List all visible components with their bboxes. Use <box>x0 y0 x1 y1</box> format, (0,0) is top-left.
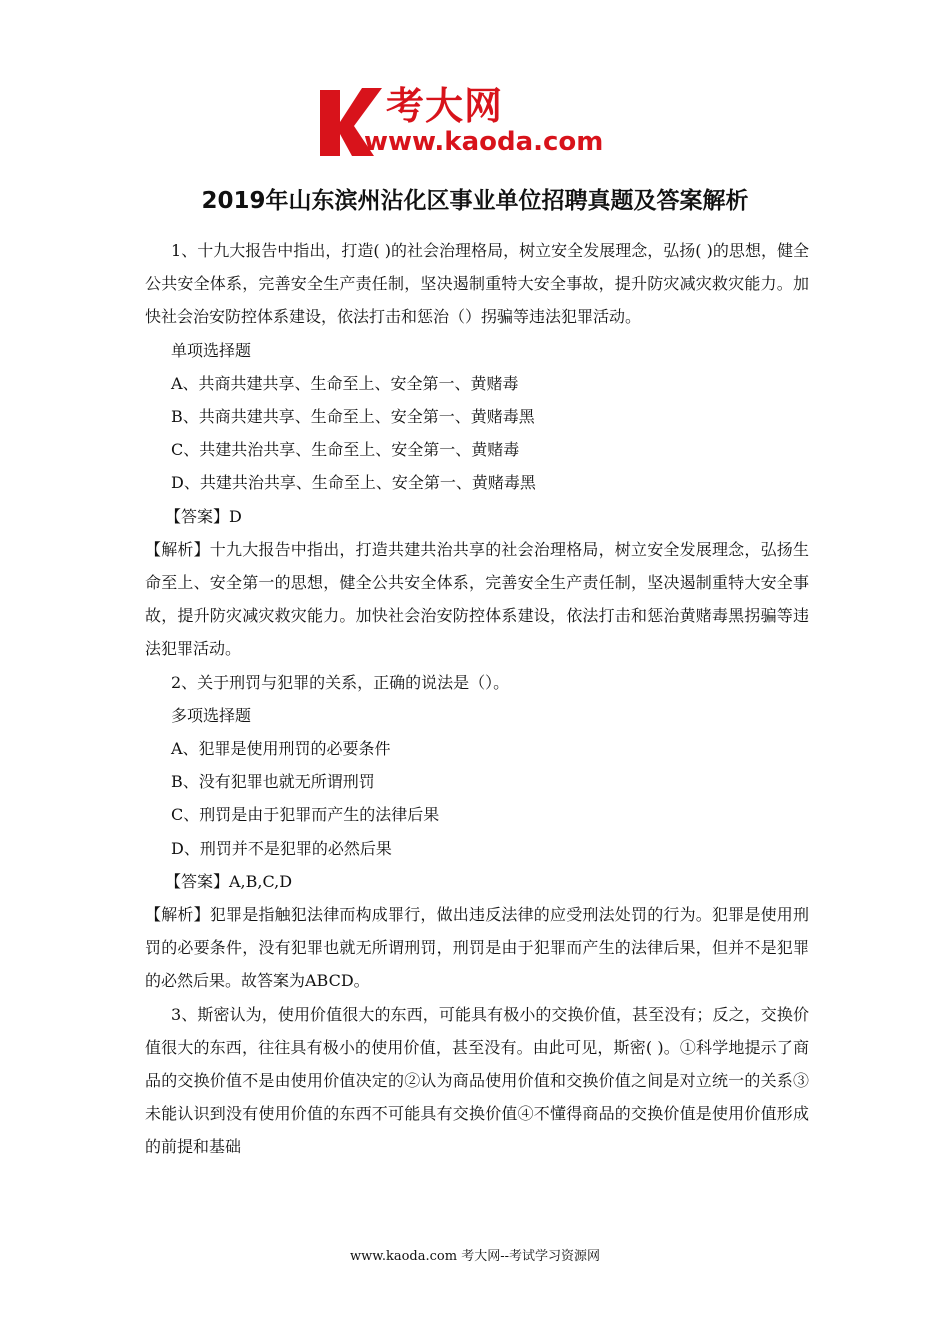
question-1-analysis: 【解析】十九大报告中指出，打造共建共治共享的社会治理格局，树立安全发展理念，弘扬生命至上、安全第一的思想，健全公共安全体系，完善安全生产责任制，坚决遏制重特大安全事故，提升防灾减灾救灾能力。加快社会治安防控体系建设，依法打击和惩治黄赌毒黑拐骗等违法犯罪活动。 <box>145 539 809 659</box>
question-2-option-a: A、犯罪是使用刑罚的必要条件 <box>171 739 391 759</box>
question-2-option-d: D、刑罚并不是犯罪的必然后果 <box>171 838 392 858</box>
question-2-analysis: 【解析】犯罪是指触犯法律而构成罪行，做出违反法律的应受刑法处罚的行为。犯罪是使用刑罚的必要条件，没有犯罪也就无所谓刑罚，刑罚是由于犯罪而产生的法律后果，但并不是犯罪的必然后果。故答案为ABCD。 <box>145 905 809 991</box>
question-2-type: 多项选择题 <box>171 705 252 725</box>
question-1-option-b: B、共商共建共享、生命至上、安全第一、黄赌毒黑 <box>171 407 535 427</box>
logo-brand-cn: 考大网 <box>386 84 504 128</box>
page-title: 2019年山东滨州沾化区事业单位招聘真题及答案解析 <box>201 188 749 214</box>
logo-brand-url: www.kaoda.com <box>364 127 604 157</box>
question-3-stem: 3、斯密认为，使用价值很大的东西，可能具有极小的交换价值，甚至没有；反之，交换价值很大的东西，往往具有极小的使用价值，甚至没有。由此可见，斯密( )。①科学地提示了商品的交换价值不是由使用价值决定的②认为商品使用价值和交换价值之间是对立统一的关系③未能认识到没有使用价值的东西不可能具有交换价值④不懂得商品的交换价值是使用价值形成的前提和基础 <box>145 1004 809 1157</box>
question-2-option-b: B、没有犯罪也就无所谓刑罚 <box>171 772 375 792</box>
page-footer: www.kaoda.com 考大网--考试学习资源网 <box>350 1249 600 1264</box>
question-1-option-d: D、共建共治共享、生命至上、安全第一、黄赌毒黑 <box>171 473 536 493</box>
document-body <box>145 234 809 1164</box>
question-1-answer: 【答案】D <box>165 506 242 526</box>
kaoda-logo <box>318 82 638 162</box>
question-2-option-c: C、刑罚是由于犯罪而产生的法律后果 <box>171 805 440 825</box>
question-1-option-a: A、共商共建共享、生命至上、安全第一、黄赌毒 <box>171 373 519 393</box>
question-2-answer: 【答案】A,B,C,D <box>165 871 293 891</box>
question-1-stem: 1、十九大报告中指出，打造( )的社会治理格局，树立安全发展理念，弘扬( )的思想，健全公共安全体系，完善安全生产责任制，坚决遏制重特大安全事故，提升防灾减灾救灾能力。加快社会治安防控体系建设，依法打击和惩治（）拐骗等违法犯罪活动。 <box>145 241 809 327</box>
question-1-option-c: C、共建共治共享、生命至上、安全第一、黄赌毒 <box>171 440 520 460</box>
question-2-stem: 2、关于刑罚与犯罪的关系，正确的说法是（）。 <box>171 672 510 692</box>
question-1-type: 单项选择题 <box>171 340 252 360</box>
